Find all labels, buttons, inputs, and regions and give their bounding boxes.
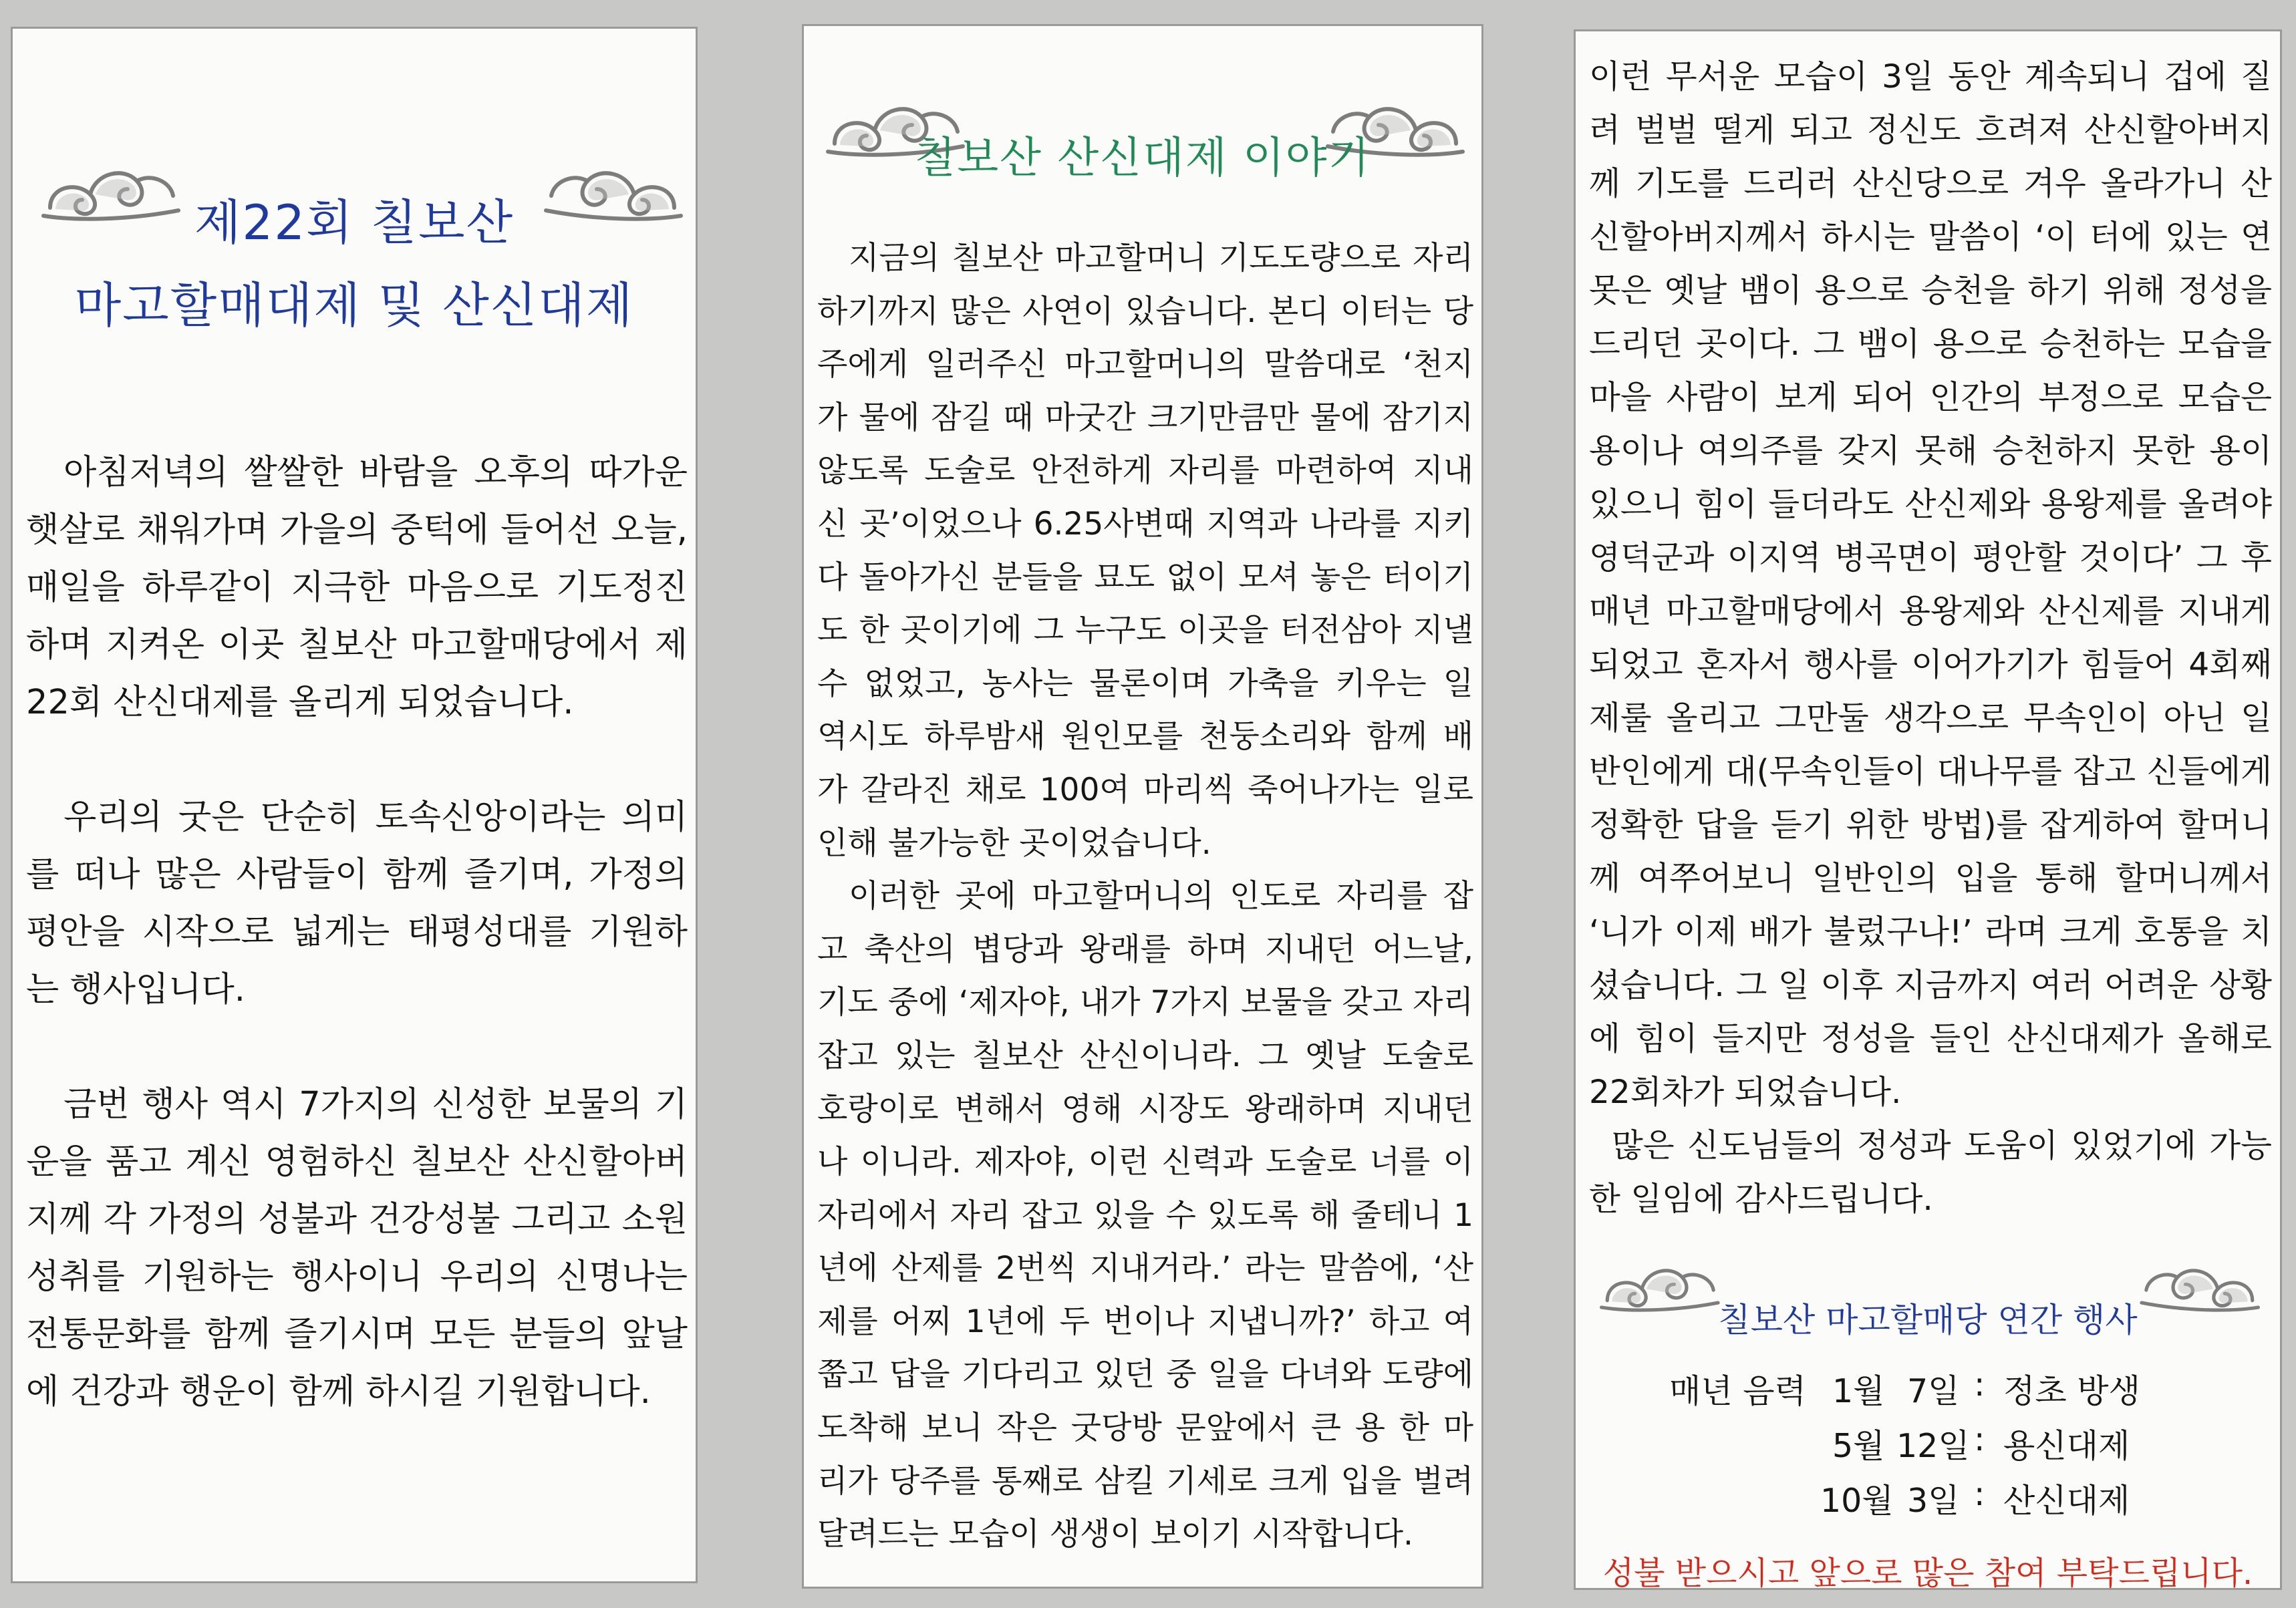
event-separator: : xyxy=(1974,1365,1985,1404)
middle-body xyxy=(817,232,1473,1561)
left-panel xyxy=(11,27,698,1583)
right-body xyxy=(1589,50,2272,1226)
event-month: 1월 xyxy=(1832,1372,1885,1410)
paragraph: 지금의 칠보산 마고할머니 기도도량으로 자리하기까지 많은 사연이 있습니다. 본디 이터는 당주에게 일러주신 마고할머니의 말씀대로 ‘천지가 물에 잠길 때 마굿간 크기만큼만 물에 잠기지 않도록 도술로 안전하게 자리를 마련하여 지내신 곳’이었으나 6.25사변때 지역과 나라를 지키다 돌아가신 분들을 묘도 없이 모셔 놓은 터이기도 한 곳이기에 그 누구도 이곳을 터전삼아 지낼 수 없었고, 농사는 물론이며 가축을 키우는 일 역시도 하루밤새 원인모를 천둥소리와 함께 배가 갈라진 채로 100여 마리씩 죽어나가는 일로 인해 불가능한 곳이었습니다. xyxy=(817,240,1473,862)
left-body xyxy=(26,444,688,1478)
event-separator: : xyxy=(1974,1475,1985,1513)
title-line-1: 제22회 칠보산 xyxy=(194,194,515,251)
event-day: 12일 xyxy=(1896,1427,1970,1465)
event-month: 5월 xyxy=(1832,1427,1885,1465)
middle-panel xyxy=(802,24,1483,1589)
event-name: 용신대제 xyxy=(2003,1427,2130,1465)
paragraph: 이런 무서운 모습이 3일 동안 계속되니 겁에 질려 벌벌 떨게 되고 정신도 흐려져 산신할아버지께 기도를 드리러 산신당으로 겨우 올라가니 산신할아버지께서 하시는 말씀이 ‘이 터에 있는 연못은 옛날 뱀이 용으로 승천을 하기 위해 정성을 드리던 곳이다. 그 뱀이 용으로 승천하는 모습을 마을 사람이 보게 되어 인간의 부정으로 모습은 용이나 여의주를 갖지 못해 승천하지 못한 용이 있으니 힘이 들더라도 산신제와 용왕제를 올려야 영덕군과 이지역 병곡면이 평안할 것이다’ 그 후 매년 마고할매당에서 용왕제와 산신제를 지내게 되었고 혼자서 행사를 이어가기가 힘들어 4회째 제룰 올리고 그만둘 생각으로 무속인이 아닌 일반인에게 대(무속인들이 대나무를 잡고 신들에게 정확한 답을 듣기 위한 방법)를 잡게하여 할머니께 여쭈어보니 일반인의 입을 통해 할머니께서 ‘니가 이제 배가 불렀구나!’ 라며 크게 호통을 치셨습니다. 그 일 이후 지금까지 여러 어려운 상황에 힘이 들지만 정성을 들인 산신대제가 올해로 22회차가 되었습니다. xyxy=(1589,58,2272,1111)
event-name: 정초 방생 xyxy=(2003,1372,2140,1410)
closing-message: 성불 받으시고 앞으로 많은 참여 부탁드립니다. xyxy=(1602,1555,2253,1592)
paragraph: 금번 행사 역시 7가지의 신성한 보물의 기운을 품고 계신 영험하신 칠보산 산신할아버지께 각 가정의 성불과 건강성불 그리고 소원성취를 기원하는 행사이니 우리의 신명나는 전통문화를 함께 즐기시며 모든 분들의 앞날에 건강과 행운이 함께 하시길 기원합니다. xyxy=(26,1085,688,1412)
event-name: 산신대제 xyxy=(2003,1482,2130,1520)
right-panel xyxy=(1574,29,2282,1590)
story-title: 칠보산 산신대제 이야기 xyxy=(914,134,1371,183)
paragraph: 이러한 곳에 마고할머니의 인도로 자리를 잡고 축산의 볍당과 왕래를 하며 지내던 어느날, 기도 중에 ‘제자야, 내가 7가지 보물을 갖고 자리잡고 있는 칠보산 산신이니라. 그 옛날 도술로 호랑이로 변해서 영해 시장도 왕래하며 지내던 나 이니라. 제자야, 이런 신력과 도술로 너를 이 자리에서 자리 잡고 있을 수 있도록 해 줄테니 1년에 산제를 2번씩 지내거라.’ 라는 말씀에, ‘산제를 어찌 1년에 두 번이나 지냅니까?’ 하고 여쭙고 답을 기다리고 있던 중 일을 다녀와 도량에 도착해 보니 작은 굿당방 문앞에서 큰 용 한 마리가 당주를 통째로 삼킬 기세로 크게 입을 벌려 달려드는 모습이 생생이 보이기 시작합니다. xyxy=(817,878,1473,1553)
event-separator: : xyxy=(1974,1420,1985,1458)
events-title: 칠보산 마고할매당 연간 행사 xyxy=(1718,1301,2138,1339)
title-line-2: 마고할매대제 및 산신대제 xyxy=(74,277,634,333)
paragraph: 우리의 굿은 단순히 토속신앙이라는 의미를 떠나 많은 사람들이 함께 즐기며, 가정의 평안을 시작으로 넓게는 태평성대를 기원하는 행사입니다. xyxy=(26,798,688,1009)
event-day: 3일 xyxy=(1907,1482,1960,1520)
event-day: 7일 xyxy=(1907,1372,1960,1410)
event-prefix: 매년 음력 xyxy=(1669,1372,1806,1410)
event-month: 10월 xyxy=(1820,1482,1894,1520)
paragraph: 많은 신도님들의 정성과 도움이 있었기에 가능한 일임에 감사드립니다. xyxy=(1589,1127,2272,1218)
paragraph: 아침저녁의 쌀쌀한 바람을 오후의 따가운 햇살로 채워가며 가을의 중턱에 들어선 오늘, 매일을 하루같이 지극한 마음으로 기도정진하며 지켜온 이곳 칠보산 마고할매당에서 제22회 산신대제를 올리게 되었습니다. xyxy=(26,453,688,722)
